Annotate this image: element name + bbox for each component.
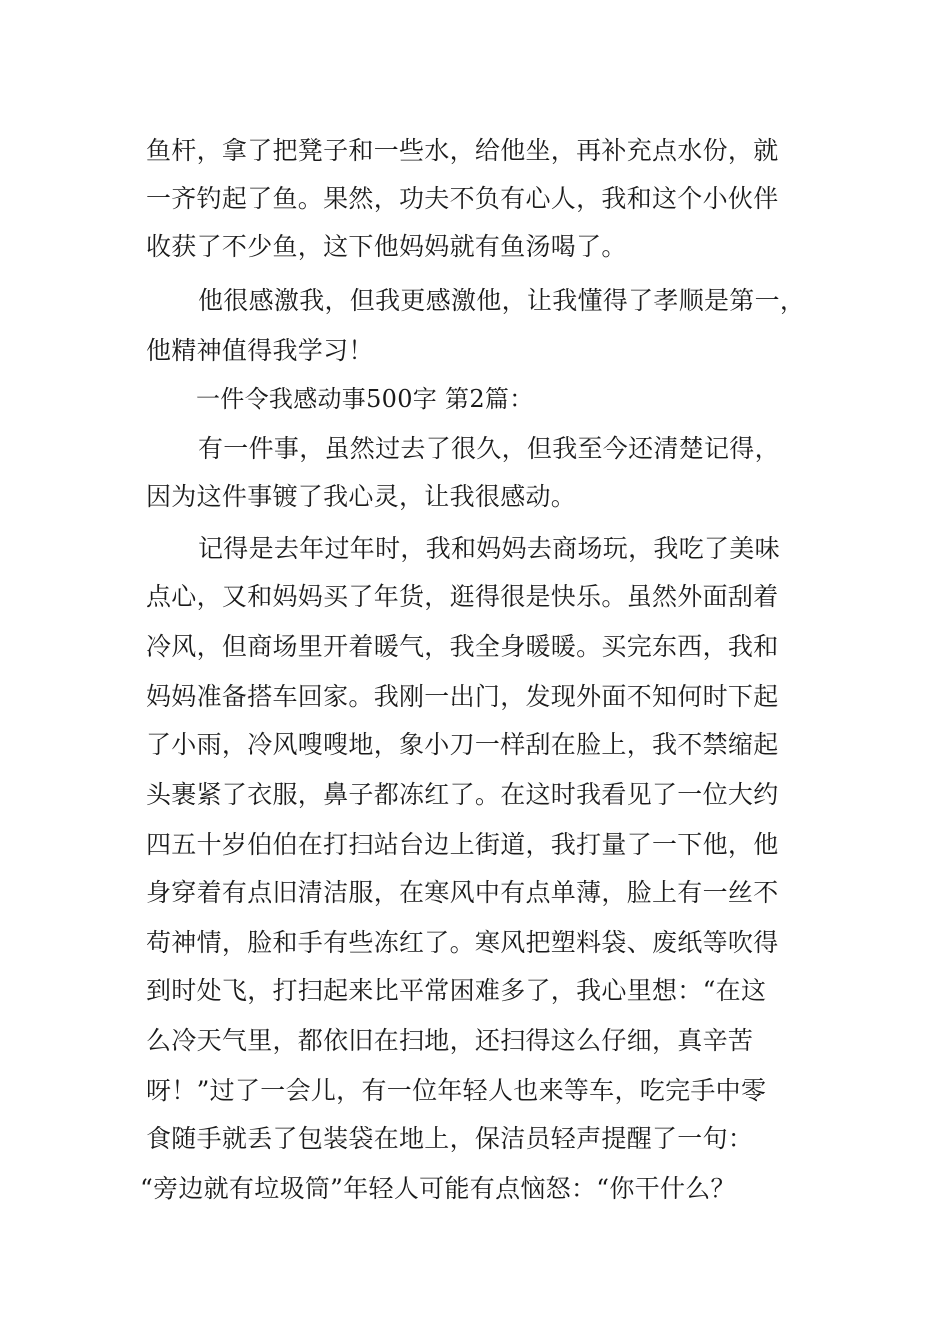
text-line: “旁边就有垃圾筒”年轻人可能有点恼怒：“你干什么？ bbox=[140, 1174, 736, 1203]
text-line: 头裹紧了衣服，鼻子都冻红了。在这时我看见了一位大约 bbox=[146, 780, 779, 809]
text-line: 鱼杆，拿了把凳子和一些水，给他坐，再补充点水份，就 bbox=[146, 136, 779, 165]
text-line: 他精神值得我学习！ bbox=[146, 336, 374, 365]
text-line: 冷风，但商场里开着暖气，我全身暖暖。买完东西，我和 bbox=[146, 632, 779, 661]
text-line: 身穿着有点旧清洁服，在寒风中有点单薄，脸上有一丝不 bbox=[146, 878, 779, 907]
text-line: 苟神情，脸和手有些冻红了。寒风把塑料袋、废纸等吹得 bbox=[146, 928, 779, 957]
text-line: 收获了不少鱼，这下他妈妈就有鱼汤喝了。 bbox=[146, 232, 627, 261]
text-line: 呀！”过了一会儿，有一位年轻人也来等车，吃完手中零 bbox=[146, 1076, 767, 1105]
text-line: 食随手就丢了包装袋在地上，保洁员轻声提醒了一句： bbox=[146, 1124, 754, 1153]
text-line: 四五十岁伯伯在打扫站台边上街道，我打量了一下他，他 bbox=[146, 830, 779, 859]
text-line: 他很感激我，但我更感激他，让我懂得了孝顺是第一， bbox=[198, 286, 806, 315]
text-line: 有一件事，虽然过去了很久，但我至今还清楚记得， bbox=[198, 434, 780, 463]
text-line: 因为这件事镀了我心灵，让我很感动。 bbox=[146, 482, 577, 511]
section-heading: 一件令我感动事500字 第2篇： bbox=[196, 385, 534, 413]
text-line: 一齐钓起了鱼。果然，功夫不负有心人，我和这个小伙伴 bbox=[146, 184, 779, 213]
text-line: 么冷天气里，都依旧在扫地，还扫得这么仔细，真辛苦 bbox=[146, 1026, 754, 1055]
text-line: 到时处飞，打扫起来比平常困难多了，我心里想：“在这 bbox=[146, 976, 767, 1005]
text-line: 了小雨，冷风嗖嗖地，象小刀一样刮在脸上，我不禁缩起 bbox=[146, 730, 779, 759]
text-line: 记得是去年过年时，我和妈妈去商场玩，我吃了美味 bbox=[198, 534, 780, 563]
text-line: 妈妈准备搭车回家。我刚一出门，发现外面不知何时下起 bbox=[146, 682, 779, 711]
text-line: 点心，又和妈妈买了年货，逛得很是快乐。虽然外面刮着 bbox=[146, 582, 779, 611]
